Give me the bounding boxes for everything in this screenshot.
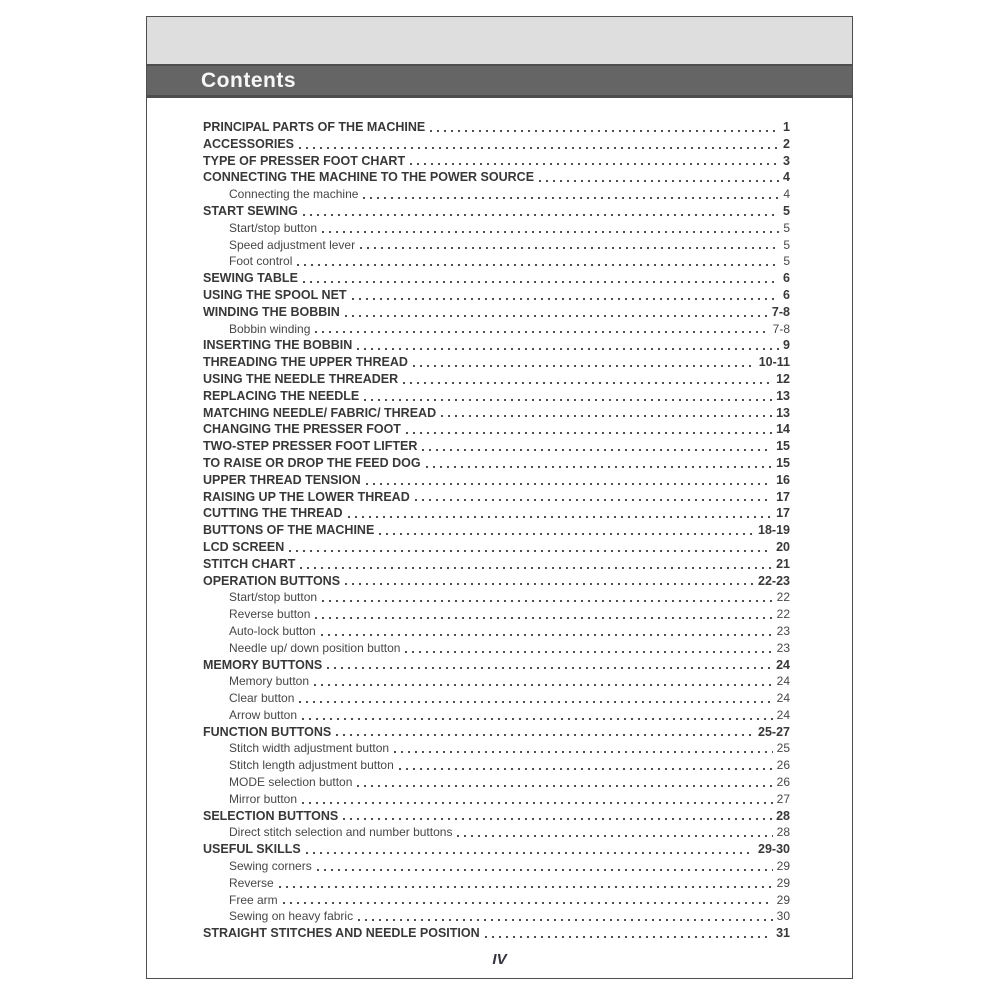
toc-dot-leader xyxy=(299,147,779,149)
toc-entry[interactable] xyxy=(203,640,790,657)
toc-entry[interactable] xyxy=(203,623,790,640)
toc-dot-leader xyxy=(302,802,773,804)
toc-entry[interactable] xyxy=(203,321,790,338)
toc-entry-label: TWO-STEP PRESSER FOOT LIFTER xyxy=(203,439,418,454)
toc-dot-leader xyxy=(441,415,772,417)
toc-entry-label: Free arm xyxy=(229,892,278,907)
toc-entry-label: TO RAISE OR DROP THE FEED DOG xyxy=(203,455,421,470)
toc-entry[interactable] xyxy=(203,757,790,774)
toc-entry[interactable] xyxy=(203,153,790,170)
toc-page-number: 24 xyxy=(776,691,790,706)
toc-page-number: 23 xyxy=(776,640,790,655)
toc-entry-label: Mirror button xyxy=(229,791,298,806)
toc-entry-label: REPLACING THE NEEDLE xyxy=(203,388,360,403)
toc-entry[interactable] xyxy=(203,589,790,606)
toc-dot-leader xyxy=(302,718,773,720)
toc-dot-leader xyxy=(283,902,773,904)
toc-entry[interactable] xyxy=(203,472,790,489)
toc-entry-label: Direct stitch selection and number buttons xyxy=(229,825,453,840)
toc-entry[interactable] xyxy=(203,304,790,321)
toc-dot-leader xyxy=(415,499,772,501)
toc-entry-label: Reverse xyxy=(229,875,274,890)
toc-entry-label: USING THE NEEDLE THREADER xyxy=(203,371,399,386)
toc-page-number: 22 xyxy=(776,590,790,605)
toc-dot-leader xyxy=(303,281,779,283)
toc-dot-leader xyxy=(426,466,772,468)
toc-dot-leader xyxy=(457,835,772,837)
toc-entry-label: LCD SCREEN xyxy=(203,539,285,554)
toc-page-number: 26 xyxy=(776,758,790,773)
toc-dot-leader xyxy=(306,852,754,854)
toc-dot-leader xyxy=(315,331,768,333)
toc-entry-label: Connecting the machine xyxy=(229,187,359,202)
toc-entry[interactable] xyxy=(203,270,790,287)
toc-entry[interactable] xyxy=(203,606,790,623)
toc-entry[interactable] xyxy=(203,573,790,590)
toc-entry[interactable] xyxy=(203,438,790,455)
toc-dot-leader xyxy=(399,768,773,770)
toc-page-number: 5 xyxy=(783,220,790,235)
toc-entry-label: Sewing on heavy fabric xyxy=(229,909,354,924)
toc-dot-leader xyxy=(321,634,773,636)
contents-title-bar xyxy=(147,64,852,98)
toc-page-number: 20 xyxy=(776,539,790,554)
toc-entry[interactable] xyxy=(203,774,790,791)
toc-entry[interactable] xyxy=(203,841,790,858)
toc-dot-leader xyxy=(348,516,773,518)
footer-page-number: IV xyxy=(492,951,507,969)
toc-entry-label: USEFUL SKILLS xyxy=(203,842,301,857)
toc-entry[interactable] xyxy=(203,388,790,405)
toc-entry[interactable] xyxy=(203,186,790,203)
toc-entry-label: Foot control xyxy=(229,254,293,269)
toc-page-number: 31 xyxy=(776,926,790,941)
toc-entry-label: Needle up/ down position button xyxy=(229,640,401,655)
toc-page-number: 30 xyxy=(776,909,790,924)
toc-page-number: 12 xyxy=(776,371,790,386)
toc-entry-label: TYPE OF PRESSER FOOT CHART xyxy=(203,153,406,168)
toc-page-number: 7-8 xyxy=(771,304,790,319)
toc-dot-leader xyxy=(299,701,772,703)
toc-entry-label: Start/stop button xyxy=(229,590,318,605)
toc-dot-leader xyxy=(422,449,772,451)
toc-page-number: 18-19 xyxy=(758,523,790,538)
toc-page-number: 1 xyxy=(783,120,790,134)
toc-entry[interactable] xyxy=(203,119,790,136)
toc-page-number: 2 xyxy=(783,136,790,151)
toc-page-number: 28 xyxy=(776,808,790,823)
toc-entry[interactable] xyxy=(203,354,790,371)
toc-dot-leader xyxy=(345,315,768,317)
toc-page-number: 4 xyxy=(783,187,790,202)
toc-dot-leader xyxy=(394,751,773,753)
toc-entry-label: Clear button xyxy=(229,691,295,706)
header-band xyxy=(147,17,852,64)
toc-page-number: 22 xyxy=(776,607,790,622)
toc-entry[interactable] xyxy=(203,657,790,674)
toc-entry-label: INSERTING THE BOBBIN xyxy=(203,338,353,353)
toc-page-number: 26 xyxy=(776,775,790,790)
toc-page-number: 5 xyxy=(783,237,790,252)
toc-page-number: 15 xyxy=(776,439,790,454)
toc-page-number: 29 xyxy=(776,892,790,907)
toc-entry-label: USING THE SPOOL NET xyxy=(203,287,347,302)
page-title: Contents xyxy=(201,69,296,92)
toc-entry[interactable] xyxy=(203,673,790,690)
toc-page-number: 9 xyxy=(783,338,790,353)
toc-dot-leader xyxy=(327,667,772,669)
toc-entry-label: FUNCTION BUTTONS xyxy=(203,724,332,739)
toc-page-number: 27 xyxy=(776,791,790,806)
toc-entry-label: START SEWING xyxy=(203,203,298,218)
toc-entry[interactable] xyxy=(203,539,790,556)
toc-entry-label: STRAIGHT STITCHES AND NEEDLE POSITION xyxy=(203,926,480,941)
toc-page-number: 15 xyxy=(776,455,790,470)
toc-dot-leader xyxy=(315,617,772,619)
toc-entry-label: UPPER THREAD TENSION xyxy=(203,472,361,487)
toc-entry[interactable] xyxy=(203,556,790,573)
toc-entry-label: SEWING TABLE xyxy=(203,271,298,286)
toc-page-number: 6 xyxy=(783,287,790,302)
toc-dot-leader xyxy=(539,180,779,182)
toc-entry[interactable] xyxy=(203,371,790,388)
toc-page-number: 14 xyxy=(776,422,790,437)
toc-dot-leader xyxy=(485,936,772,938)
toc-entry[interactable] xyxy=(203,808,790,825)
toc-entry-label: Auto-lock button xyxy=(229,623,316,638)
toc-entry-label: Speed adjustment lever xyxy=(229,237,356,252)
toc-page-number: 29 xyxy=(776,875,790,890)
toc-entry[interactable] xyxy=(203,203,790,220)
toc-entry[interactable] xyxy=(203,169,790,186)
toc-page-number: 17 xyxy=(776,506,790,521)
toc-entry-label: RAISING UP THE LOWER THREAD xyxy=(203,489,410,504)
toc-entry-label: PRINCIPAL PARTS OF THE MACHINE xyxy=(203,120,426,134)
toc-page-number: 29 xyxy=(776,859,790,874)
toc-entry-label: ACCESSORIES xyxy=(203,136,294,151)
toc-entry[interactable] xyxy=(203,707,790,724)
toc-entry[interactable] xyxy=(203,136,790,153)
toc-entry[interactable] xyxy=(203,405,790,422)
toc-entry[interactable] xyxy=(203,908,790,925)
toc-dot-leader xyxy=(336,734,754,736)
toc-dot-leader xyxy=(360,247,779,249)
toc-entry-label: BUTTONS OF THE MACHINE xyxy=(203,523,375,538)
toc-entry[interactable] xyxy=(203,220,790,237)
toc-entry[interactable] xyxy=(203,724,790,741)
toc-entry-label: Bobbin winding xyxy=(229,321,311,336)
toc-page-number: 25-27 xyxy=(758,724,790,739)
toc-dot-leader xyxy=(364,399,772,401)
toc-page-number: 25 xyxy=(776,741,790,756)
toc-entry-label: OPERATION BUTTONS xyxy=(203,573,341,588)
toc-page-number: 10-11 xyxy=(758,355,790,370)
toc-dot-leader xyxy=(317,869,773,871)
toc-page-number: 28 xyxy=(776,825,790,840)
toc-dot-leader xyxy=(314,684,773,686)
toc-page-number: 24 xyxy=(776,707,790,722)
toc-entry-label: CONNECTING THE MACHINE TO THE POWER SOURCE xyxy=(203,170,535,185)
toc-entry[interactable] xyxy=(203,522,790,539)
toc-page-number: 24 xyxy=(776,674,790,689)
toc-entry[interactable] xyxy=(203,237,790,254)
toc-dot-leader xyxy=(410,163,779,165)
toc-page-number: 17 xyxy=(776,489,790,504)
toc-entry-label: WINDING THE BOBBIN xyxy=(203,304,340,319)
toc-entry[interactable] xyxy=(203,421,790,438)
toc-dot-leader xyxy=(343,818,772,820)
toc-dot-leader xyxy=(430,130,779,132)
toc-page-number: 24 xyxy=(776,657,790,672)
toc-page-number: 13 xyxy=(776,388,790,403)
toc-dot-leader xyxy=(322,600,773,602)
toc-dot-leader xyxy=(413,365,755,367)
toc-entry[interactable] xyxy=(203,875,790,892)
toc-dot-leader xyxy=(357,785,772,787)
toc-page-number: 21 xyxy=(776,556,790,571)
toc-entry[interactable] xyxy=(203,925,790,942)
toc-entry[interactable] xyxy=(203,455,790,472)
toc-dot-leader xyxy=(379,533,754,535)
toc-page-number: 5 xyxy=(783,203,790,218)
toc-entry-label: Memory button xyxy=(229,674,310,689)
toc-entry-label: Sewing corners xyxy=(229,859,312,874)
toc-entry-label: Arrow button xyxy=(229,707,298,722)
toc-entry[interactable] xyxy=(203,690,790,707)
toc-entry-label: CUTTING THE THREAD xyxy=(203,506,343,521)
toc-entry-label: MATCHING NEEDLE/ FABRIC/ THREAD xyxy=(203,405,437,420)
toc-page-number: 3 xyxy=(783,153,790,168)
toc-entry[interactable] xyxy=(203,505,790,522)
toc-entry-label: Start/stop button xyxy=(229,220,318,235)
toc-entry[interactable] xyxy=(203,489,790,506)
toc-list xyxy=(147,98,852,942)
toc-dot-leader xyxy=(403,382,772,384)
toc-dot-leader xyxy=(289,550,772,552)
toc-page-number: 4 xyxy=(783,170,790,185)
toc-page-number: 6 xyxy=(783,271,790,286)
toc-entry[interactable] xyxy=(203,858,790,875)
toc-entry-label: Stitch width adjustment button xyxy=(229,741,390,756)
toc-entry[interactable] xyxy=(203,892,790,909)
toc-entry[interactable] xyxy=(203,791,790,808)
toc-dot-leader xyxy=(300,567,772,569)
toc-entry-label: CHANGING THE PRESSER FOOT xyxy=(203,422,401,437)
toc-entry[interactable] xyxy=(203,740,790,757)
manual-page xyxy=(146,16,853,979)
toc-dot-leader xyxy=(363,197,779,199)
toc-entry-label: THREADING THE UPPER THREAD xyxy=(203,355,408,370)
toc-page-number: 22-23 xyxy=(758,573,790,588)
toc-dot-leader xyxy=(297,264,779,266)
toc-page-number: 16 xyxy=(776,472,790,487)
toc-dot-leader xyxy=(322,231,779,233)
toc-dot-leader xyxy=(279,886,773,888)
toc-dot-leader xyxy=(366,483,772,485)
toc-dot-leader xyxy=(358,919,773,921)
toc-page-number: 13 xyxy=(776,405,790,420)
toc-dot-leader xyxy=(357,348,779,350)
toc-dot-leader xyxy=(303,214,779,216)
toc-dot-leader xyxy=(406,432,772,434)
toc-entry[interactable] xyxy=(203,337,790,354)
toc-page-number: 23 xyxy=(776,623,790,638)
toc-page-number: 7-8 xyxy=(772,321,790,336)
toc-entry[interactable] xyxy=(203,824,790,841)
toc-entry[interactable] xyxy=(203,287,790,304)
toc-entry-label: MEMORY BUTTONS xyxy=(203,657,323,672)
toc-dot-leader xyxy=(345,583,754,585)
toc-entry[interactable] xyxy=(203,253,790,270)
toc-entry-label: Reverse button xyxy=(229,607,311,622)
toc-page-number: 29-30 xyxy=(758,842,790,857)
toc-dot-leader xyxy=(405,651,772,653)
toc-entry-label: MODE selection button xyxy=(229,775,353,790)
toc-entry-label: SELECTION BUTTONS xyxy=(203,808,339,823)
toc-dot-leader xyxy=(352,298,780,300)
toc-page-number: 5 xyxy=(783,254,790,269)
toc-entry-label: Stitch length adjustment button xyxy=(229,758,394,773)
toc-entry-label: STITCH CHART xyxy=(203,556,296,571)
